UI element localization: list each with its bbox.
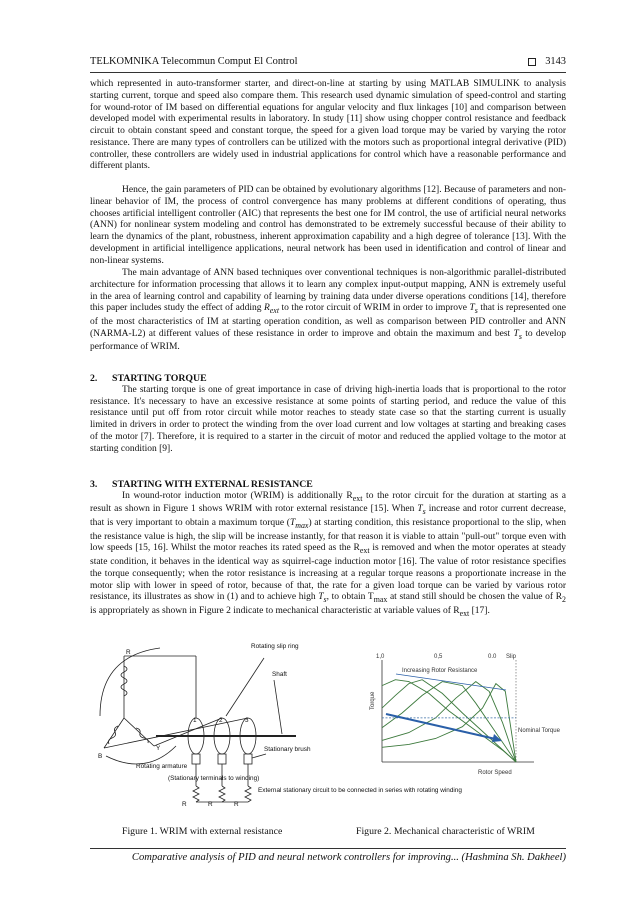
figure-1-caption: Figure 1. WRIM with external resistance (122, 826, 283, 837)
label-external-circuit: External stationary circuit to be connected in series with rotating winding (258, 787, 462, 794)
armature-arc (100, 648, 160, 716)
armature-arc (106, 746, 176, 764)
resistance-arrow (396, 674, 506, 690)
section-number: 2. (90, 373, 98, 384)
header-rule (90, 72, 566, 73)
paragraph-ann (90, 268, 566, 354)
label-resistor-r: R (208, 801, 213, 808)
section-2-text: The starting torque is one of great importance in case of driving high-inertia loads that is proportional to the rotor resistance. It's necessary to have an excessive resistance at some points of starting period, and reduce the value of this resistance until put off from rotor circuit while motor reaches to steady state case so that the starting current is usually limited in drivers in order to protect the winding from the over load current and low voltages at starting and breaking cases of the motor [7]. Therefore, it is required to a starter in the circuit of motor and reduced the applied voltage to the motor at starting condition [9]. (90, 384, 566, 454)
subscript: s (422, 507, 426, 517)
paragraph-2: Hence, the gain parameters of PID can be obtained by evolutionary algorithms [12]. Because of parameters and non-linear behavior of IM, the process of control convergence has many problems at different conditions of operating, thus chooses artificial intelligent controller (AIC) that represents the best one for IM control, the use of artificial neural networks (ANN) for nonlinear system modeling and control has demonstrated to be extremely successful because of their ability to learn the dynamics of the plant, robustness, inherent approximation capability and a high degree of tolerance [13]. With the development in artificial intelligence applications, neural network has been used in identification and control of linear and non-linear systems. (90, 185, 566, 266)
leader-line (252, 754, 266, 758)
subscript: s (323, 595, 327, 605)
paragraph-1: which represented in auto-transformer starter, and direct-on-line at starting by using MATLAB SIMULINK to analysis starting current, torque and speed also compare them. This research used dynamic simulation of speed-control and starting for wound-rotor of IM based on differential equations for angular velocity and flux linkages [10] and comparison between developed model with experimental results in laboratory. In study [11] show using chopper control resistance and feedback circuit to obtain constant speed and constant torque, the speed for a given load torque may be varied by varying the rotor resistance. There are many types of controllers can be utilized with the motors such as proportional integral derivative (PID) controller, these controllers are widely used in industrial applications for control which have a reasonable performance and different plants. (90, 79, 566, 172)
y-axis-label: Torque (370, 691, 376, 710)
torque-curve-5 (382, 680, 516, 762)
label-ring-1: 1 (193, 717, 197, 724)
label-stationary-terminals: (Stationary terminals to winding) (168, 775, 260, 782)
nominal-torque-text: Nominal Torque (518, 728, 560, 734)
checkbox-square-icon (528, 58, 536, 66)
text-run: In wound-rotor induction motor (WRIM) is additionally R (122, 490, 353, 501)
resistor (219, 786, 225, 802)
curve-group (382, 680, 516, 762)
label-ring-3: 3 (245, 717, 249, 724)
label-resistor-r: R (182, 801, 187, 808)
running-header (90, 56, 566, 70)
subscript: 2 (562, 595, 566, 605)
section-heading (90, 373, 566, 385)
wire (124, 718, 154, 746)
section-heading (90, 479, 566, 491)
symbol: T (417, 504, 423, 515)
label-r: R (126, 649, 131, 656)
subscript: ext (359, 546, 370, 556)
text-run: increase and rotor current decrease, that is very important to obtain a maximum torque ( (90, 504, 566, 529)
slip-tick-label: 1,0 (376, 654, 385, 660)
label-rotating-slip-ring: Rotating slip ring (251, 643, 299, 650)
arrowhead-icon (492, 734, 502, 742)
symbol: T (469, 303, 475, 314)
x-axis-label: Rotor Speed (478, 770, 512, 776)
text-run: [17]. (469, 605, 490, 616)
resistor (193, 786, 199, 802)
brush (192, 754, 200, 764)
leader-line (274, 680, 282, 734)
text-run: is removed and when the motor operates at steady state condition, it behaves in the identical way as squirrel-cage induction motor [16]. The value of rotor resistance specifies the torque consequently; when the rotor resistance is increasing at a regular torque reasons a proportionate increase in the motor slip with lower in speed of rotor, because of that, the rate for a given load torque can be varied by various rotor resistance, its illustrates as show in (1) and to achieve high (90, 543, 566, 603)
section-3-text (90, 491, 566, 620)
slip-tick-label: 0.0 (488, 654, 497, 660)
leader-line (226, 658, 264, 716)
subscript: max (373, 595, 388, 605)
nominal-torque-annotation (518, 728, 561, 734)
symbol: R (263, 303, 270, 314)
symbol: T (513, 328, 519, 339)
label-stationary-brush: Stationary brush (264, 746, 311, 753)
symbol: T (289, 518, 296, 529)
paragraph-intro (90, 79, 566, 173)
running-footer: Comparative analysis of PID and neural network controllers for improving... (Hashmina Sh. Dakheel) (131, 852, 566, 863)
text-run: to the rotor circuit of WRIM in order to improve (279, 303, 470, 314)
torque-curve-4 (382, 680, 516, 762)
text-run: , to obtain T (326, 592, 374, 603)
increasing-resistance-annotation: Increasing Rotor Resistance (402, 668, 478, 674)
torque-curve-2 (382, 682, 516, 762)
text-run: to the rotor circuit for the duration at starting as a result as shown in Figure 1 shows WRIM with rotor external resistance [15]. When (90, 490, 566, 515)
label-resistor-r: R (234, 801, 239, 808)
subscript: s (518, 331, 522, 341)
subscript: ext (352, 493, 363, 503)
text-run: is appropriately as shown in Figure 2 indicate to mechanical characteristic at variable values of R (90, 605, 460, 616)
torque-curve-1 (382, 684, 516, 762)
label-ring-2: 2 (219, 717, 223, 724)
subscript: max (295, 520, 309, 530)
slip-axis-label: Slip (506, 654, 517, 660)
brush (218, 754, 226, 764)
figure-2-caption: Figure 2. Mechanical characteristic of WRIM (356, 826, 535, 837)
torque-speed-chart (366, 650, 560, 782)
label-rotating-armature: Rotating armature (136, 763, 188, 770)
paragraph-3 (90, 268, 566, 354)
text-run: ) at starting condition, this resistance proportional to the slip, when the resistance value is high, the slip will be increase instantly, for that reason it is viable to attain "pull-out" torque even with low speeds [15, 16]. Whilst the motor reaches its rated speed as the R (90, 518, 566, 554)
section-2 (90, 373, 566, 455)
label-b: B (98, 753, 103, 760)
text-run: to develop performance of WRIM. (90, 328, 566, 353)
journal-name: TELKOMNIKA Telecommun Comput El Control (90, 56, 298, 67)
section-title: STARTING WITH EXTERNAL RESISTANCE (112, 479, 313, 490)
brush (244, 754, 252, 764)
wire (104, 718, 124, 748)
text-run: at stand still should be chosen the value of R (387, 592, 563, 603)
subscript: ext (459, 608, 470, 618)
subscript: s (474, 306, 478, 316)
slip-tick-label: 0,5 (434, 654, 443, 660)
page-number: 3143 (545, 56, 566, 67)
subscript: ext (269, 306, 280, 316)
wire (104, 718, 248, 748)
section-3 (90, 479, 566, 620)
torque-curve-3 (382, 682, 516, 762)
section-number: 3. (90, 479, 98, 490)
symbol: T (318, 592, 324, 603)
label-shaft: Shaft (272, 671, 287, 678)
resistor (245, 786, 251, 802)
footer-rule (90, 848, 566, 849)
text-run: The main advantage of ANN based techniques over conventional techniques is non-algorithmic parallel-distributed architecture for information processing that allows it to learn any complex input-output mapping, ANN is extremely useful in the area of learning control and capability of learning by training data under diverse operations conditions [14], therefore this paper includes study the effect of adding (90, 268, 566, 314)
label-y: Y (156, 745, 161, 752)
section-title: STARTING TORQUE (112, 373, 207, 384)
paragraph-pid (90, 185, 566, 267)
text-run: that is represented one of the most characteristics of IM at starting operation condition, as well as comparison between PID controller and ANN (NARMA-L2) at different values of these resistance in order to improve and obtain the maximum and best (90, 303, 566, 339)
